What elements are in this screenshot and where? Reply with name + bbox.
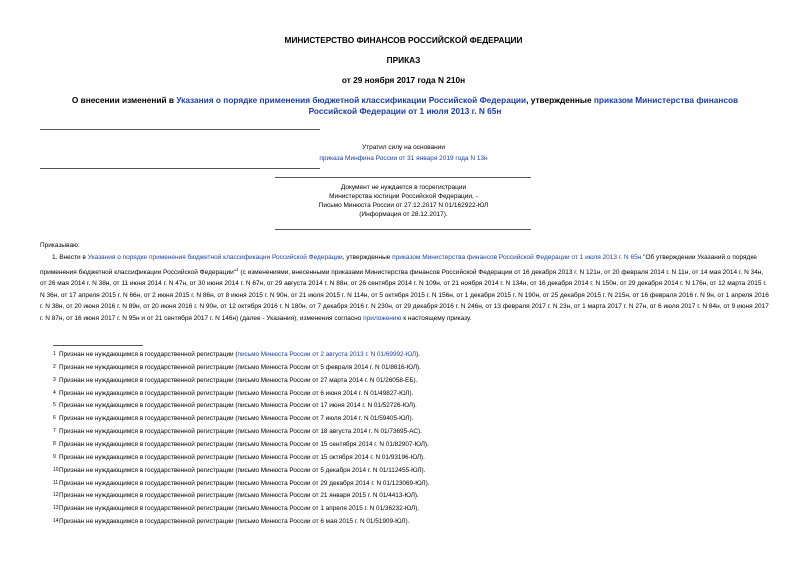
p1-end: к настоящему приказу. — [401, 314, 472, 322]
p1-link-appendix[interactable]: приложению — [363, 314, 402, 322]
registration-note-line1: Документ не нуждается в госрегистрации — [340, 184, 467, 191]
footnote-link[interactable]: письмо Минюста России от 2 августа 2013 г. N 01/69992-ЮЛ — [237, 351, 417, 358]
footnote-ref: 1 — [236, 266, 239, 272]
footnote-item — [53, 467, 425, 474]
footnote-tail: ). — [416, 351, 421, 358]
p1-a: , утвержденные — [342, 254, 393, 261]
footnote-text: Признан не нуждающимся в государственной регистрации (письмо Минюста России от 15 сентября 2014 г. N 01/82907-ЮЛ). — [59, 440, 429, 448]
footnote-text: Признан не нуждающимся в государственной регистрации (письмо Минюста России от 27 марта 2014 г. N 01/26058-ЕБ). — [59, 376, 418, 384]
footnote-text: Признан не нуждающимся в государственной регистрации (письмо Минюста России от 17 июня 2014 г. N 01/52726-ЮЛ). — [59, 402, 417, 410]
footnote-mark: 8 — [53, 440, 56, 447]
p1-c: (с изменениями, внесенными приказами Министерства финансов Российской Федерации от 16 декабря 2013 г. N 121н, от 20 февраля 2014 г. N 11н, от 14 мая 2014 г. N 34н, от 26 мая 2014 г. N 38н, от 11 июня 2014 г. N 47н, от 30 июня 2014 г. N 67н, от 29 августа 2014 г. N 88н, от 26 сентября 2014 г. N 109н, от 21 ноября 2014 г. N 134н, от 16 декабря 2014 г. N 150н, от 29 декабря 2014 г. N 176н, от 12 марта 2015 г. N 36н, от 17 апреля 2015 г. N 66н, от 2 июня 2015 г. N 86н, от 8 июня 2015 г. N 90н, от 21 июля 2015 г. N 114н, от 5 октября 2015 г. N 156н, от 1 декабря 2015 г. N 190н, от 25 декабря 2015 г. N 215н, от 16 февраля 2016 г. N 9н, от 1 апреля 2016 г. N 38н, от 20 июня 2016 г. N 89н, от 20 июня 2016 г. N 90н, от 12 октября 2016 г. N 180н, от 7 декабря 2016 г. N 230н, от 29 декабря 2016 г. N 246н, от 13 февраля 2017 г. N 23н, от 1 марта 2017 г. N 27н, от 6 июля 2017 г. N 84н, от 9 июня 2017 г. N 87н, от 16 июня 2017 г. N 95н и от 21 сентября 2017 г. N 146н) (далее - Указания), изменения согласно — [40, 268, 769, 322]
footnote-item — [53, 454, 425, 461]
doc-type-heading: ПРИКАЗ — [386, 55, 421, 65]
title-link-order-65n[interactable]: приказом Министерства финансов Российской Федерации от 1 июля 2013 г. N 65н — [308, 95, 739, 116]
status-note-text: Утратил силу на основании — [361, 144, 446, 151]
footnote-item — [53, 441, 429, 448]
footnote-item — [53, 390, 413, 397]
footnote-mark: 11 — [53, 479, 59, 486]
footnote-item — [53, 518, 409, 525]
footnote-text: Признан не нуждающимся в государственной регистрации (письмо Минюста России от 18 августа 2014 г. N 01/73695-АС). — [59, 428, 422, 436]
footnote-mark: 12 — [53, 492, 59, 499]
registration-note-line2: Министерства юстиции Российской Федерации, - — [329, 193, 478, 200]
status-note-link[interactable]: приказа Минфина России от 31 января 2019 года N 13н — [319, 155, 488, 162]
divider — [40, 129, 320, 130]
footnote-mark: 4 — [53, 389, 56, 396]
title-mid: , утвержденные — [526, 95, 594, 105]
footnote-mark: 3 — [53, 376, 56, 383]
footnote-mark: 9 — [53, 453, 56, 460]
footnote-item — [53, 415, 413, 422]
footnote-text: Признан не нуждающимся в государственной регистрации (письмо Минюста России от 5 декабря 2014 г. N 01/112455-ЮЛ). — [59, 466, 426, 474]
title-prefix: О внесении изменений в — [71, 95, 177, 105]
footnote-text: Признан не нуждающимся в государственной регистрации (письмо Минюста России от 15 октября 2014 г. N 01/93196-ЮЛ). — [59, 453, 425, 461]
order-word: Приказываю: — [40, 242, 80, 249]
footnote-text: Признан не нуждающимся в государственной регистрации ( — [59, 351, 238, 358]
p1-link-order-65n[interactable]: приказом Министерства финансов Российской Федерации от 1 июля 2013 г. N 65н — [392, 254, 642, 261]
title-link-instructions[interactable]: Указания о порядке применения бюджетной классификации Российской Федерации — [176, 95, 527, 105]
footnote-text: Признан не нуждающимся в государственной регистрации (письмо Минюста России от 7 июля 2014 г. N 01/59405-ЮЛ). — [59, 415, 414, 423]
footnote-mark: 6 — [53, 415, 56, 422]
p1-b: "Об утверждении Указаний о порядке применения бюджетной классификации Российской Федерации" — [40, 254, 757, 276]
footnote-item — [53, 377, 417, 384]
order-date-number: от 29 ноября 2017 года N 210н — [341, 75, 466, 85]
divider — [275, 229, 531, 230]
footnote-mark: 14 — [53, 518, 59, 525]
footnote-item — [53, 428, 422, 435]
footnote-item — [53, 351, 420, 358]
footnote-text: Признан не нуждающимся в государственной регистрации (письмо Минюста России от 21 января 2015 г. N 01/4413-ЮЛ). — [59, 492, 419, 500]
footnote-mark: 7 — [53, 428, 56, 435]
registration-note-line3: Письмо Минюста России от 27.12.2017 N 01/162922-ЮЛ — [318, 202, 489, 209]
footnote-divider — [53, 345, 143, 346]
footnote-text: Признан не нуждающимся в государственной регистрации (письмо Минюста России от 6 июня 2014 г. N 01/49827-ЮЛ). — [59, 389, 414, 397]
document-title — [55, 95, 755, 116]
footnote-mark: 2 — [53, 363, 56, 370]
divider — [40, 168, 320, 169]
registration-note-line4: (Информация от 28.12.2017). — [359, 211, 448, 218]
footnote-text: Признан не нуждающимся в государственной регистрации (письмо Минюста России от 29 декабря 2014 г. N 01/123069-ЮЛ). — [59, 479, 430, 487]
footnote-item — [53, 492, 419, 499]
footnote-text: Признан не нуждающимся в государственной регистрации (письмо Минюста России от 1 апреля 2015 г. N 01/36232-ЮЛ). — [59, 505, 420, 513]
paragraph-1 — [40, 252, 770, 324]
footnote-item — [53, 505, 419, 512]
footnote-item — [53, 402, 417, 409]
footnote-mark: 5 — [53, 402, 56, 409]
p1-link-instructions[interactable]: Указания о порядке применения бюджетной классификации Российской Федерации — [87, 254, 343, 261]
footnote-item — [53, 364, 421, 371]
footnote-mark: 1 — [53, 351, 56, 357]
footnote-text: Признан не нуждающимся в государственной регистрации (письмо Минюста России от 6 мая 2015 г. N 01/51909-ЮЛ). — [59, 518, 410, 526]
divider — [275, 177, 531, 178]
footnote-mark: 13 — [53, 505, 59, 512]
ministry-heading: МИНИСТЕРСТВО ФИНАНСОВ РОССИЙСКОЙ ФЕДЕРАЦИИ — [284, 35, 523, 45]
p1-start: 1. Внести в — [52, 254, 88, 261]
footnote-mark: 10 — [53, 466, 59, 473]
footnote-item — [53, 480, 429, 487]
footnote-text: Признан не нуждающимся в государственной регистрации (письмо Минюста России от 5 февраля 2014 г. N 01/8616-ЮЛ). — [59, 363, 421, 371]
